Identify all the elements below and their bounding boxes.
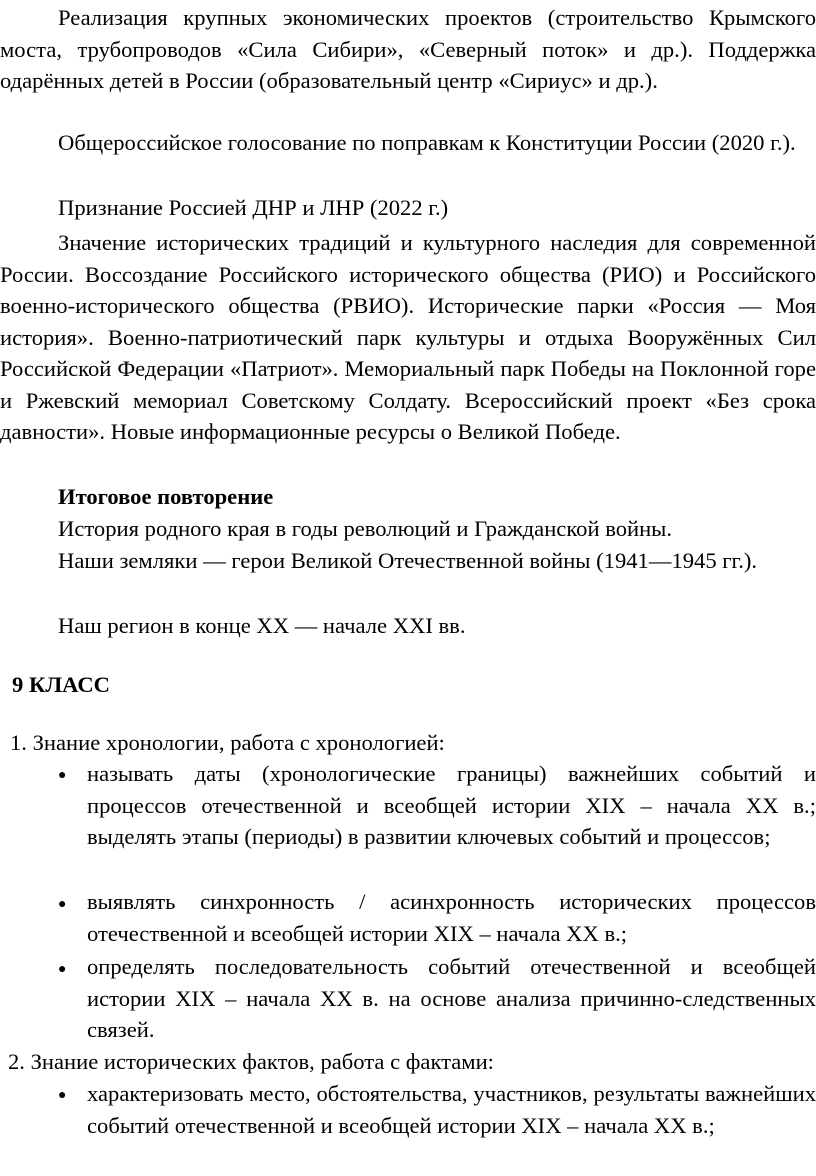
review-item: История родного края в годы революций и Гражданской войны. [58,516,673,541]
bullet-icon: ● [58,962,67,977]
bullet-icon: ● [58,768,67,783]
paragraph-constitution-vote: Общероссийское голосование по поправкам к Конституции России (2020 г.). [58,130,796,155]
class-title: 9 КЛАСС [12,672,110,697]
review-item: Наш регион в конце XX — начале XXI вв. [58,613,466,638]
section-title: 1. Знание хронологии, работа с хронологией: [10,730,445,755]
bullet-icon: ● [58,1088,67,1103]
section-title: 2. Знание исторических фактов, работа с фактами: [8,1049,494,1074]
list-item: характеризовать место, обстоятельства, участников, результаты важнейших событий отечественной и всеобщей истории XIX – начала XX в.; [87,1081,816,1138]
list-item: определять последовательность событий отечественной и всеобщей истории XIX – начала XX в. на основе анализа причинно-следственных связей. [87,954,816,1042]
paragraph-historical-traditions: Значение исторических традиций и культурного наследия для современной России. Воссоздание Российского исторического общества (РИО) и Российского военно-исторического общества (РВИО). Исторические парки «Россия — Моя история». Военно-патриотический парк культуры и отдыха Вооружённых Сил Российской Федерации «Патриот». Мемориальный парк Победы на Поклонной горе и Ржевский мемориал Советскому Солдату. Всероссийский проект «Без срока давности». Новые информационные ресурсы о Великой Победе. [0,230,816,444]
paragraph-dnr-lnr: Признание Россией ДНР и ЛНР (2022 г.) [58,195,449,220]
list-item: выявлять синхронность / асинхронность исторических процессов отечественной и всеобщей истории XIX – начала XX в.; [87,889,816,946]
list-item: называть даты (хронологические границы) важнейших событий и процессов отечественной и всеобщей истории XIX – начала XX в.; выделять этапы (периоды) в развитии ключевых событий и процессов; [87,761,816,849]
review-item: Наши земляки — герои Великой Отечественной войны (1941—1945 гг.). [58,548,758,573]
paragraph-projects: Реализация крупных экономических проектов (строительство Крымского моста, трубопроводов «Сила Сибири», «Северный поток» и др.). Поддержка одарённых детей в России (образовательный центр «Сириус» и др.). [0,5,816,93]
review-heading: Итоговое повторение [58,484,274,509]
bullet-icon: ● [58,897,67,912]
